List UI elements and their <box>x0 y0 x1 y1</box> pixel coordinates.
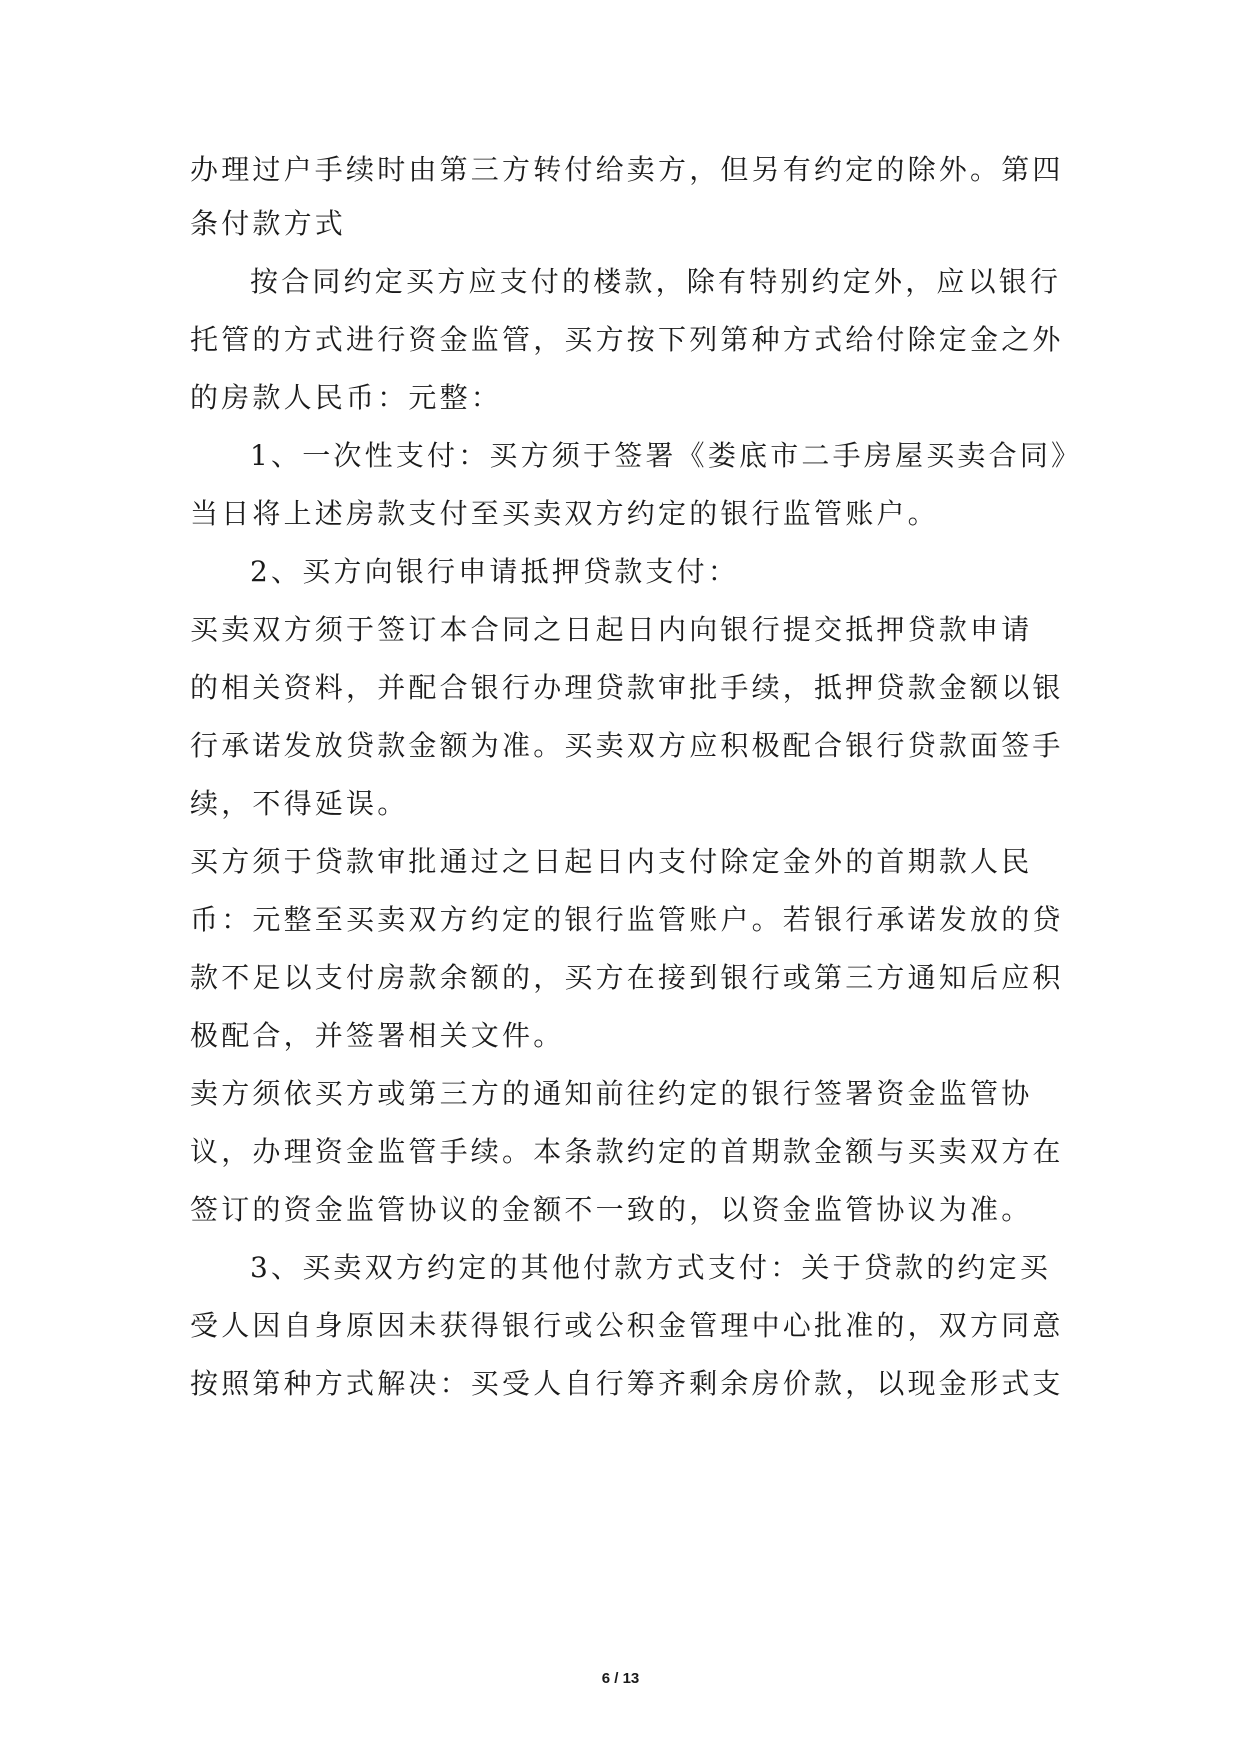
text-line: 托管的方式进行资金监管，买方按下列第种方式给付除定金之外 <box>190 323 1064 356</box>
text-line: 受人因自身原因未获得银行或公积金管理中心批准的，双方同意 <box>190 1309 1064 1342</box>
text-line: 款不足以支付房款余额的，买方在接到银行或第三方通知后应积 <box>190 961 1064 994</box>
text-line: 条付款方式 <box>190 207 347 240</box>
text-line: 续，不得延误。 <box>190 787 409 820</box>
text-line: 的房款人民币：元整： <box>190 381 503 414</box>
text-line: 3、买卖双方约定的其他付款方式支付：关于贷款的约定买 <box>250 1251 1052 1284</box>
text-line: 2、买方向银行申请抵押贷款支付： <box>250 555 740 588</box>
text-line: 签订的资金监管协议的金额不一致的，以资金监管协议为准。 <box>190 1193 1033 1226</box>
text-line: 卖方须依买方或第三方的通知前往约定的银行签署资金监管协 <box>190 1077 1033 1110</box>
text-line: 当日将上述房款支付至买卖双方约定的银行监管账户。 <box>190 497 939 530</box>
text-line: 的相关资料，并配合银行办理贷款审批手续，抵押贷款金额以银 <box>190 671 1064 704</box>
text-line: 币：元整至买卖双方约定的银行监管账户。若银行承诺发放的贷 <box>190 903 1064 936</box>
text-line: 按照第种方式解决：买受人自行筹齐剩余房价款，以现金形式支 <box>190 1367 1064 1400</box>
page-number: 6 / 13 <box>601 1670 640 1687</box>
text-line: 买方须于贷款审批通过之日起日内支付除定金外的首期款人民 <box>190 845 1033 878</box>
text-line: 极配合，并签署相关文件。 <box>190 1019 565 1052</box>
text-line: 行承诺发放贷款金额为准。买卖双方应积极配合银行贷款面签手 <box>190 729 1064 762</box>
text-line: 1、一次性支付：买方须于签署《娄底市二手房屋买卖合同》 <box>250 439 1083 472</box>
text-line: 议，办理资金监管手续。本条款约定的首期款金额与买卖双方在 <box>190 1135 1064 1168</box>
text-line: 买卖双方须于签订本合同之日起日内向银行提交抵押贷款申请 <box>190 613 1033 646</box>
text-line: 办理过户手续时由第三方转付给卖方，但另有约定的除外。第四 <box>190 153 1064 186</box>
text-line: 按合同约定买方应支付的楼款，除有特别约定外，应以银行 <box>250 265 1062 298</box>
